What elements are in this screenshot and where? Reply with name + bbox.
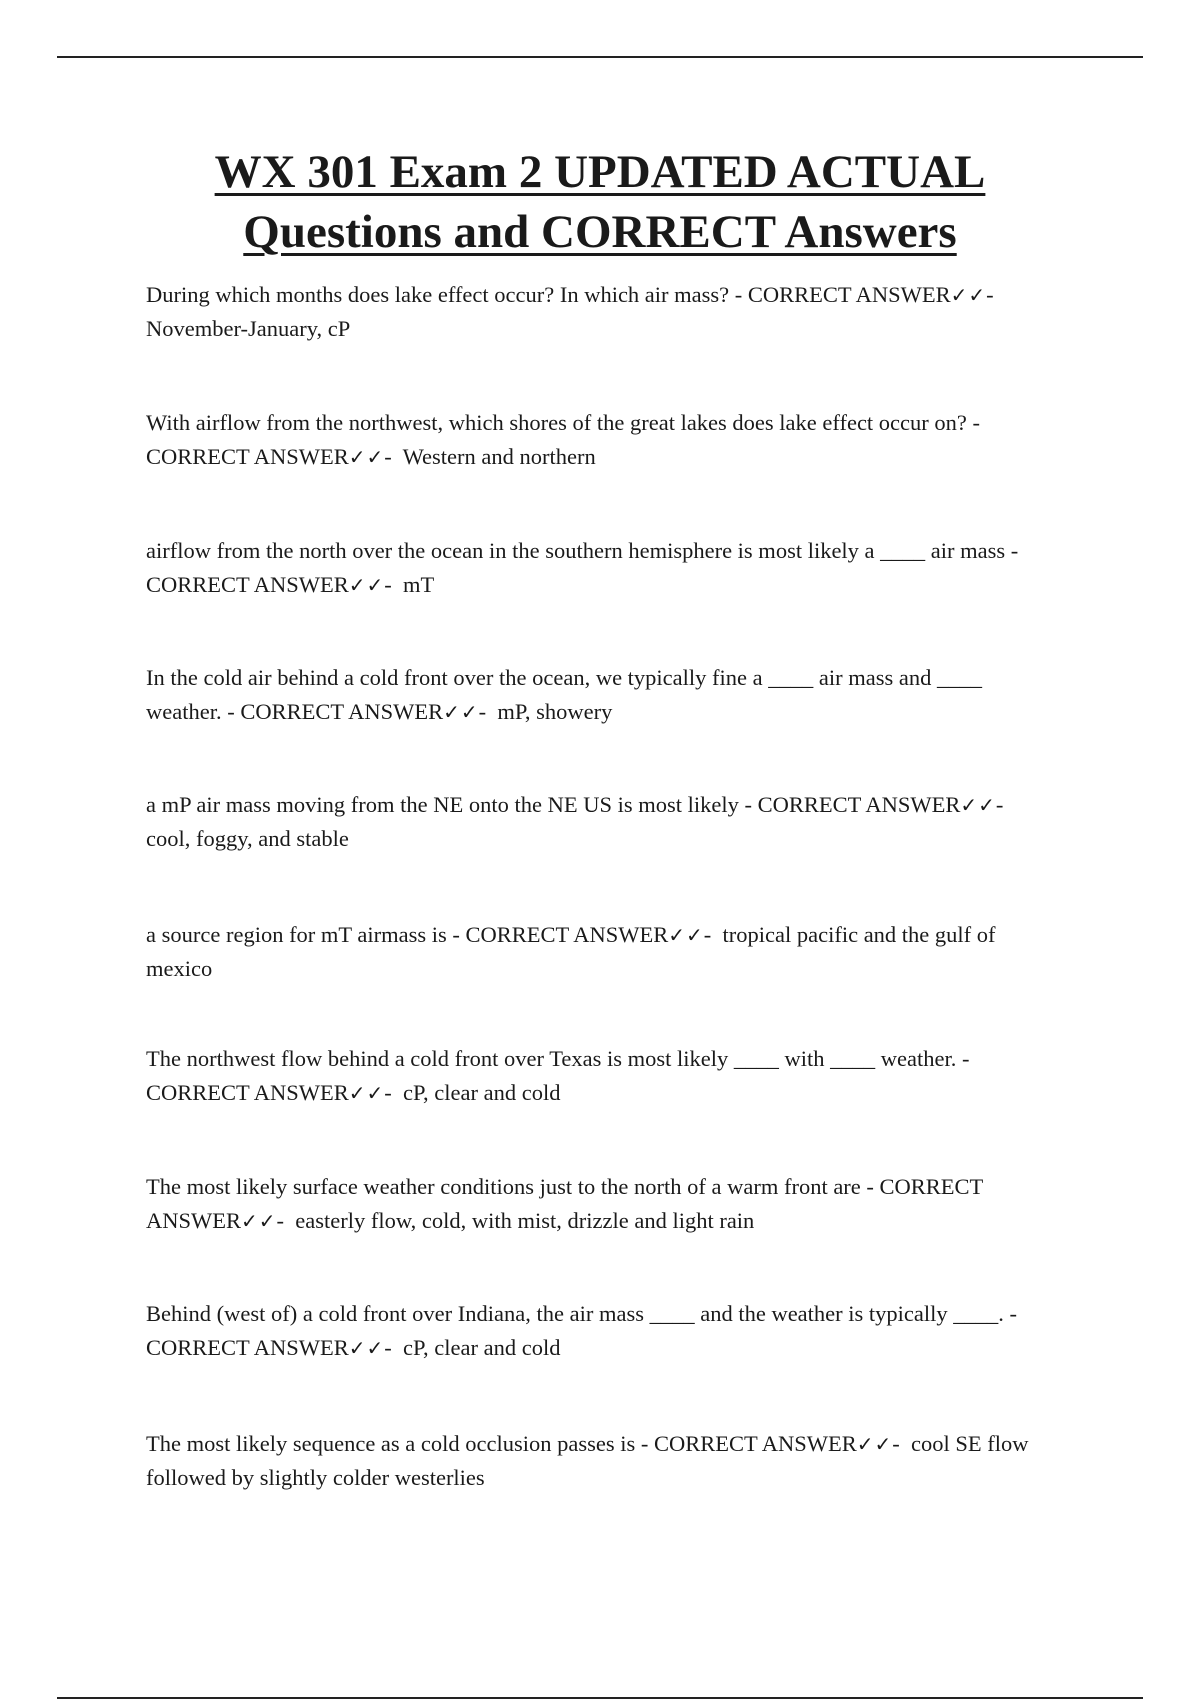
check-marks: ✓✓	[950, 283, 987, 307]
qa-item: Behind (west of) a cold front over Indiana, the air mass ____ and the weather is typically ____. - CORRECT ANSWER✓✓- cP, clear and cold	[146, 1301, 1017, 1360]
answer-text: mP, showery	[497, 699, 613, 724]
bottom-rule	[57, 1697, 1143, 1699]
qa-item: a source region for mT airmass is - CORRECT ANSWER✓✓- tropical pacific and the gulf of mexico	[146, 922, 996, 981]
answer-marker: CORRECT ANSWER	[747, 282, 951, 307]
answer-marker: CORRECT ANSWER	[465, 922, 669, 947]
answer-text: cP, clear and cold	[403, 1335, 561, 1360]
title-line-1: WX 301 Exam 2 UPDATED ACTUAL	[214, 146, 986, 198]
answer-marker: CORRECT ANSWER	[146, 1335, 349, 1360]
question-text: The northwest flow behind a cold front over Texas is most likely ____ with ____ weather. -	[146, 1046, 970, 1071]
check-marks: ✓✓	[668, 923, 704, 947]
answer-marker: CORRECT ANSWER	[654, 1431, 857, 1456]
answer-text: cool, foggy, and stable	[146, 826, 349, 851]
answer-text: November-January, cP	[146, 316, 351, 341]
question-text: The most likely surface weather conditions just to the north of a warm front are -	[146, 1174, 880, 1199]
question-text: Behind (west of) a cold front over Indiana, the air mass ____ and the weather is typically ____. -	[146, 1301, 1017, 1326]
question-text: The most likely sequence as a cold occlusion passes is -	[146, 1431, 654, 1456]
check-marks: ✓✓	[856, 1432, 893, 1456]
answer-text: cP, clear and cold	[403, 1080, 561, 1105]
answer-marker: CORRECT ANSWER	[146, 444, 349, 469]
question-text: airflow from the north over the ocean in the southern hemisphere is most likely a ____ air mass -	[146, 538, 1019, 563]
answer-marker: CORRECT ANSWER	[146, 1174, 983, 1233]
qa-item: In the cold air behind a cold front over the ocean, we typically fine a ____ air mass and ____ weather. - CORRECT ANSWER✓✓- mP, showery	[146, 665, 982, 724]
answer-marker: CORRECT ANSWER	[240, 699, 444, 724]
page-title	[57, 142, 1143, 262]
answer-marker: CORRECT ANSWER	[146, 572, 349, 597]
check-marks: ✓✓	[348, 445, 385, 469]
qa-item: airflow from the north over the ocean in the southern hemisphere is most likely a ____ air mass - CORRECT ANSWER✓✓- mT	[146, 538, 1019, 597]
qa-item: During which months does lake effect occur? In which air mass? - CORRECT ANSWER✓✓- November-January, cP	[146, 282, 1000, 341]
check-marks: ✓✓	[348, 573, 385, 597]
answer-text: tropical pacific and the gulf of mexico	[146, 922, 996, 981]
top-rule	[57, 56, 1143, 58]
question-text: In the cold air behind a cold front over the ocean, we typically fine a ____ air mass and ____ weather. -	[146, 665, 982, 724]
qa-item: With airflow from the northwest, which shores of the great lakes does lake effect occur on? - CORRECT ANSWER✓✓- Western and northern	[146, 410, 981, 469]
question-text: a source region for mT airmass is -	[146, 922, 466, 947]
answer-text: Western and northern	[402, 444, 596, 469]
question-text: With airflow from the northwest, which shores of the great lakes does lake effect occur on? -	[146, 410, 981, 435]
answer-text: cool SE flow followed by slightly colder westerlies	[146, 1431, 1029, 1490]
answer-text: mT	[403, 572, 435, 597]
answer-marker: CORRECT ANSWER	[146, 1080, 349, 1105]
question-text: a mP air mass moving from the NE onto the NE US is most likely -	[146, 792, 758, 817]
qa-item: a mP air mass moving from the NE onto the NE US is most likely - CORRECT ANSWER✓✓- cool, foggy, and stable	[146, 792, 1009, 851]
check-marks: ✓✓	[241, 1209, 277, 1233]
title-line-2: Questions and CORRECT Answers	[243, 206, 957, 258]
qa-item: The most likely surface weather conditions just to the north of a warm front are - CORRECT ANSWER✓✓- easterly flow, cold, with mist, drizzle and light rain	[146, 1174, 983, 1233]
qa-item: The most likely sequence as a cold occlusion passes is - CORRECT ANSWER✓✓- cool SE flow followed by slightly colder westerlies	[146, 1431, 1029, 1490]
check-marks: ✓✓	[348, 1336, 385, 1360]
qa-item: The northwest flow behind a cold front over Texas is most likely ____ with ____ weather. - CORRECT ANSWER✓✓- cP, clear and cold	[146, 1046, 970, 1105]
check-marks: ✓✓	[348, 1081, 385, 1105]
check-marks: ✓✓	[443, 700, 479, 724]
answer-marker: CORRECT ANSWER	[757, 792, 961, 817]
question-text: During which months does lake effect occur? In which air mass? -	[146, 282, 748, 307]
check-marks: ✓✓	[960, 793, 996, 817]
answer-text: easterly flow, cold, with mist, drizzle and light rain	[295, 1208, 755, 1233]
